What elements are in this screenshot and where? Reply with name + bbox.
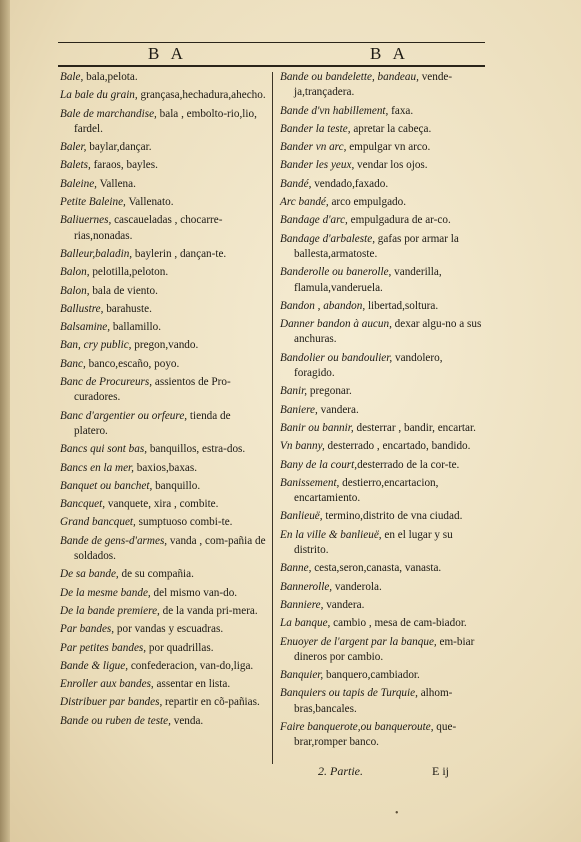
entry-headword: Banir, — [280, 385, 308, 398]
dictionary-entry — [280, 720, 485, 751]
signature-mark: E ij — [432, 764, 449, 778]
dictionary-entry — [60, 622, 266, 637]
entry-headword: Banniere, — [280, 598, 324, 611]
entry-definition: de la vanda pri-mera. — [159, 604, 258, 617]
entry-headword: Banquier, — [280, 669, 324, 682]
right-column — [280, 70, 485, 754]
entry-headword: Balets, — [60, 159, 91, 172]
entry-definition: vende-ja,trançadera. — [294, 71, 453, 99]
entry-definition: cambio , mesa de cam-biador. — [330, 617, 467, 630]
entry-headword: Banc d'argentier ou orfeure, — [60, 409, 188, 422]
entry-headword: La banque, — [280, 617, 331, 630]
dictionary-entry — [280, 232, 485, 263]
dictionary-entry — [60, 357, 266, 372]
dictionary-entry — [280, 70, 485, 101]
left-column — [60, 70, 266, 732]
entry-definition: sumptuoso combi-te. — [135, 516, 233, 529]
dictionary-entry — [60, 265, 266, 280]
entry-headword: Ballustre, — [60, 302, 104, 315]
entry-headword: Bande de gens-d'armes, — [60, 534, 168, 547]
entry-definition: vandera. — [323, 598, 365, 611]
dictionary-entry — [60, 641, 266, 656]
entry-definition: faxa. — [388, 104, 414, 117]
entry-headword: Banquiers ou tapis de Turquie, — [280, 687, 418, 700]
entry-definition: confederacion, van-do,liga. — [128, 659, 254, 672]
dictionary-entry — [280, 384, 485, 399]
entry-headword: Bander les yeux, — [280, 159, 355, 172]
dictionary-entry — [280, 439, 485, 454]
entry-headword: Balleur,baladin, — [60, 247, 133, 260]
entry-definition: tienda de platero. — [74, 409, 231, 437]
entry-headword: Vn banny, — [280, 440, 325, 453]
dictionary-entry — [60, 302, 266, 317]
entry-headword: Enroller aux bandes, — [60, 678, 154, 691]
entry-headword: Balon, — [60, 284, 90, 297]
entry-headword: Bany de la court, — [280, 458, 358, 471]
dictionary-entry — [60, 442, 266, 457]
dictionary-entry — [60, 497, 266, 512]
entry-headword: Bande ou ruben de teste, — [60, 714, 171, 727]
entry-headword: Baler, — [60, 141, 87, 154]
entry-headword: La bale du grain, — [60, 89, 138, 102]
entry-definition: barahuste. — [103, 302, 152, 315]
dictionary-entry — [60, 714, 266, 729]
entry-headword: Danner bandon à aucun, — [280, 318, 392, 331]
entry-headword: Banderolle ou banerolle, — [280, 266, 392, 279]
dictionary-entry — [60, 107, 266, 138]
dictionary-entry — [60, 534, 266, 565]
entry-definition: vendado,faxado. — [311, 177, 389, 190]
dictionary-entry — [280, 122, 485, 137]
dictionary-entry — [280, 616, 485, 631]
entry-definition: assentar en lista. — [153, 678, 231, 691]
entry-headword: Bander la teste, — [280, 122, 351, 135]
entry-definition: empulgar vn arco. — [346, 141, 431, 154]
entry-definition: grançasa,hechadura,ahecho. — [137, 89, 266, 102]
dictionary-entry — [280, 476, 485, 507]
entry-definition: vendar los ojos. — [354, 159, 428, 172]
entry-headword: Bander vn arc, — [280, 141, 347, 154]
dictionary-entry — [280, 195, 485, 210]
entry-headword: En la ville & banlieuë, — [280, 528, 382, 541]
entry-definition: banquillos, estra-dos. — [147, 443, 246, 456]
dictionary-entry — [60, 515, 266, 530]
dictionary-entry — [280, 421, 485, 436]
dictionary-entry — [60, 659, 266, 674]
dictionary-entry — [280, 158, 485, 173]
dictionary-entry — [280, 580, 485, 595]
entry-headword: Bancs en la mer, — [60, 461, 134, 474]
dictionary-entry — [280, 668, 485, 683]
entry-headword: Bande ou bandelette, bandeau, — [280, 71, 419, 83]
entry-definition: termino,distrito de vna ciudad. — [322, 510, 463, 523]
entry-headword: Banne, — [280, 562, 312, 575]
dictionary-entry — [280, 104, 485, 119]
dictionary-entry — [60, 604, 266, 619]
dictionary-entry — [60, 695, 266, 710]
entry-definition: pregonar. — [307, 385, 352, 398]
entry-headword: Bandage d'arc, — [280, 214, 348, 227]
dictionary-entry — [60, 140, 266, 155]
entry-headword: Bandolier ou bandoulier, — [280, 351, 393, 364]
entry-definition: pregon,vando. — [131, 339, 199, 352]
dictionary-entry — [280, 635, 485, 666]
entry-headword: Banir ou bannir, — [280, 421, 354, 434]
entry-definition: por vandas y escuadras. — [114, 623, 224, 636]
dictionary-entry — [280, 528, 485, 559]
entry-definition: bala , embolto-rio,lio, fardel. — [74, 107, 257, 135]
entry-headword: Distribuer par bandes, — [60, 696, 163, 709]
entry-definition: faraos, bayles. — [90, 159, 158, 172]
entry-headword: Arc bandé, — [280, 196, 329, 209]
dictionary-entry — [60, 70, 266, 85]
entry-headword: Par petites bandes, — [60, 641, 147, 654]
entry-headword: Enuoyer de l'argent par la banque, — [280, 635, 437, 648]
entry-headword: Ban, cry public, — [60, 339, 132, 352]
entry-definition: arco empulgado. — [328, 196, 407, 209]
entry-headword: Bancs qui sont bas, — [60, 443, 148, 456]
entry-headword: Banlieuë, — [280, 510, 323, 523]
entry-definition: banco,escaño, poyo. — [85, 357, 180, 370]
entry-headword: Bandage d'arbaleste, — [280, 232, 375, 245]
dictionary-entry — [60, 586, 266, 601]
dictionary-entry — [280, 213, 485, 228]
entry-definition: vanderola. — [332, 580, 382, 593]
entry-headword: Faire banquerote,ou banqueroute, — [280, 720, 434, 733]
entry-definition: en el lugar y su distrito. — [294, 528, 453, 557]
entry-definition: alhom-bras,bancales. — [294, 687, 453, 715]
dictionary-entry — [280, 140, 485, 155]
dictionary-entry — [60, 677, 266, 692]
entry-definition: empulgadura de ar-co. — [347, 214, 451, 227]
dictionary-entry — [60, 479, 266, 494]
dictionary-entry — [60, 284, 266, 299]
dictionary-entry — [280, 317, 485, 348]
dictionary-entry — [280, 177, 485, 192]
entry-definition: baylar,dançar. — [86, 141, 152, 154]
ornament-mark: • — [395, 808, 399, 819]
entry-definition: de su compañia. — [118, 568, 194, 581]
entry-headword: De la mesme bande, — [60, 586, 151, 599]
entry-definition: pelotilla,peloton. — [89, 266, 169, 279]
dictionary-entry — [60, 338, 266, 353]
dictionary-entry — [60, 461, 266, 476]
entry-headword: Bande d'vn habillement, — [280, 104, 389, 117]
entry-definition: vandolero, foragido. — [294, 351, 443, 380]
entry-definition: bala,pelota. — [83, 71, 138, 83]
entry-headword: Bande & ligue, — [60, 659, 129, 672]
dictionary-entry — [60, 567, 266, 582]
entry-headword: Banissement, — [280, 476, 340, 489]
part-label: 2. Partie. — [318, 764, 363, 778]
dictionary-entry — [280, 265, 485, 296]
entry-headword: Bale de marchandise, — [60, 107, 157, 120]
entry-definition: bala de viento. — [89, 284, 158, 297]
entry-definition: que-brar,romper banco. — [294, 720, 457, 749]
dictionary-entry — [280, 299, 485, 314]
entry-headword: Bandé, — [280, 177, 312, 190]
dictionary-entry — [60, 375, 266, 406]
dictionary-entry — [280, 403, 485, 418]
entry-headword: Bancquet, — [60, 498, 106, 511]
column-divider — [272, 72, 273, 764]
entry-headword: De la bande premiere, — [60, 604, 160, 617]
entry-definition: venda. — [170, 714, 204, 727]
entry-headword: Par bandes, — [60, 623, 115, 636]
dictionary-entry — [60, 158, 266, 173]
entry-headword: Balsamine, — [60, 321, 111, 334]
entry-headword: Baliuernes, — [60, 214, 112, 227]
entry-definition: Vallena. — [96, 177, 136, 190]
dictionary-entry — [280, 458, 485, 473]
running-head-left: B A — [148, 44, 187, 63]
entry-headword: Baleine, — [60, 177, 97, 190]
entry-definition: Vallenato. — [125, 196, 174, 209]
entry-definition: baxios,baxas. — [133, 461, 198, 474]
dictionary-entry — [60, 213, 266, 244]
dictionary-entry — [280, 598, 485, 613]
entry-definition: del mismo van-do. — [150, 586, 238, 599]
entry-headword: Balon, — [60, 266, 90, 279]
entry-definition: desterrado de la cor-te. — [357, 458, 460, 471]
entry-definition: dexar algu-no a sus anchuras. — [294, 318, 482, 346]
entry-headword: Banquet ou banchet, — [60, 479, 153, 492]
entry-headword: Baniere, — [280, 403, 318, 416]
entry-definition: vanda , com-pañia de soldados. — [74, 534, 266, 563]
entry-definition: banquillo. — [152, 479, 201, 492]
entry-definition: vandera. — [317, 403, 359, 416]
entry-headword: Banc de Procureurs, — [60, 376, 153, 389]
entry-definition: gafas por armar la ballesta,armatoste. — [294, 232, 459, 260]
entry-headword: Banc, — [60, 357, 86, 370]
dictionary-entry — [280, 351, 485, 382]
header-rule-bottom — [58, 65, 485, 67]
dictionary-entry — [60, 247, 266, 262]
entry-definition: por quadrillas. — [146, 641, 214, 654]
header-rule-top — [58, 42, 485, 43]
entry-definition: vanquete, xira , combite. — [105, 498, 219, 511]
entry-headword: Petite Baleine, — [60, 196, 126, 209]
entry-definition: assientos de Pro-curadores. — [74, 376, 231, 404]
dictionary-entry — [280, 509, 485, 524]
book-spine-shadow — [0, 0, 10, 842]
entry-definition: cascaueladas , chocarre-rias,nonadas. — [74, 214, 223, 242]
entry-definition: repartir en cõ-pañias. — [162, 696, 260, 709]
page-footer — [318, 764, 478, 779]
entry-definition: desterrado , encartado, bandido. — [324, 440, 471, 453]
dictionary-entry — [280, 561, 485, 576]
entry-definition: apretar la cabeça. — [350, 122, 432, 135]
dictionary-entry — [60, 177, 266, 192]
dictionary-entry — [280, 686, 485, 717]
entry-headword: Bannerolle, — [280, 580, 333, 593]
entry-definition: cesta,seron,canasta, vanasta. — [311, 562, 442, 575]
dictionary-entry — [60, 409, 266, 440]
entry-headword: Bandon , abandon, — [280, 299, 366, 312]
entry-headword: Grand bancquet, — [60, 516, 136, 529]
entry-headword: Bale, — [60, 71, 84, 83]
entry-definition: desterrar , bandir, encartar. — [353, 421, 476, 434]
entry-definition: destierro,encartacion, encartamiento. — [294, 476, 439, 505]
running-head-right: B A — [370, 44, 409, 63]
entry-definition: vanderilla, flamula,vanderuela. — [294, 266, 442, 294]
dictionary-entry — [60, 320, 266, 335]
entry-definition: em-biar dineros por cambio. — [294, 635, 475, 663]
dictionary-entry — [60, 195, 266, 210]
entry-definition: libertad,soltura. — [365, 299, 439, 312]
entry-definition: banquero,cambiador. — [323, 669, 420, 682]
entry-definition: baylerin , dançan-te. — [132, 247, 227, 260]
dictionary-entry — [60, 88, 266, 103]
entry-definition: ballamillo. — [110, 321, 161, 334]
entry-headword: De sa bande, — [60, 568, 119, 581]
